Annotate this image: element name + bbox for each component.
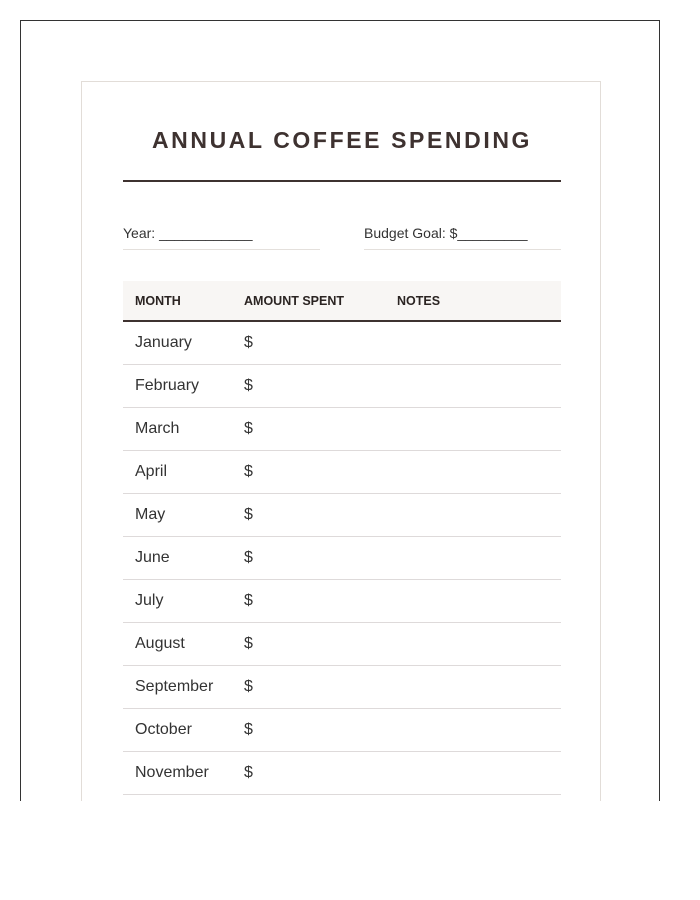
month-cell: March bbox=[123, 408, 232, 451]
notes-cell[interactable] bbox=[385, 494, 561, 537]
month-cell: January bbox=[123, 321, 232, 365]
amount-cell[interactable]: $ bbox=[232, 321, 385, 365]
amount-cell[interactable]: $ bbox=[232, 494, 385, 537]
table-row bbox=[123, 537, 561, 580]
notes-cell[interactable] bbox=[385, 709, 561, 752]
notes-cell[interactable] bbox=[385, 537, 561, 580]
amount-cell[interactable]: $ bbox=[232, 623, 385, 666]
notes-cell[interactable] bbox=[385, 408, 561, 451]
spending-table bbox=[123, 281, 561, 795]
notes-cell[interactable] bbox=[385, 666, 561, 709]
month-cell: September bbox=[123, 666, 232, 709]
table-row bbox=[123, 408, 561, 451]
notes-cell[interactable] bbox=[385, 451, 561, 494]
amount-cell[interactable]: $ bbox=[232, 752, 385, 795]
notes-cell[interactable] bbox=[385, 321, 561, 365]
table-row bbox=[123, 321, 561, 365]
column-header-amount: AMOUNT SPENT bbox=[232, 281, 385, 321]
table-row bbox=[123, 580, 561, 623]
column-header-notes: NOTES bbox=[385, 281, 561, 321]
page-title: ANNUAL COFFEE SPENDING bbox=[151, 127, 533, 153]
table-row bbox=[123, 451, 561, 494]
amount-cell[interactable]: $ bbox=[232, 451, 385, 494]
worksheet-card bbox=[81, 81, 601, 801]
amount-cell[interactable]: $ bbox=[232, 408, 385, 451]
table-header-row bbox=[123, 281, 561, 321]
notes-cell[interactable] bbox=[385, 365, 561, 408]
month-cell: April bbox=[123, 451, 232, 494]
year-field[interactable]: Year: ____________ bbox=[123, 225, 320, 250]
table-row bbox=[123, 709, 561, 752]
amount-cell[interactable]: $ bbox=[232, 580, 385, 623]
amount-cell[interactable]: $ bbox=[232, 709, 385, 752]
title-divider bbox=[123, 180, 561, 182]
column-header-month: MONTH bbox=[123, 281, 232, 321]
notes-cell[interactable] bbox=[385, 580, 561, 623]
amount-cell[interactable]: $ bbox=[232, 537, 385, 580]
table-row bbox=[123, 666, 561, 709]
table-row bbox=[123, 494, 561, 537]
month-cell: February bbox=[123, 365, 232, 408]
budget-goal-field[interactable]: Budget Goal: $_________ bbox=[364, 225, 561, 250]
month-cell: November bbox=[123, 752, 232, 795]
month-cell: October bbox=[123, 709, 232, 752]
table-row bbox=[123, 365, 561, 408]
notes-cell[interactable] bbox=[385, 623, 561, 666]
month-cell: May bbox=[123, 494, 232, 537]
amount-cell[interactable]: $ bbox=[232, 666, 385, 709]
month-cell: July bbox=[123, 580, 232, 623]
month-cell: August bbox=[123, 623, 232, 666]
table-row bbox=[123, 752, 561, 795]
month-cell: June bbox=[123, 537, 232, 580]
table-row bbox=[123, 623, 561, 666]
notes-cell[interactable] bbox=[385, 752, 561, 795]
amount-cell[interactable]: $ bbox=[232, 365, 385, 408]
